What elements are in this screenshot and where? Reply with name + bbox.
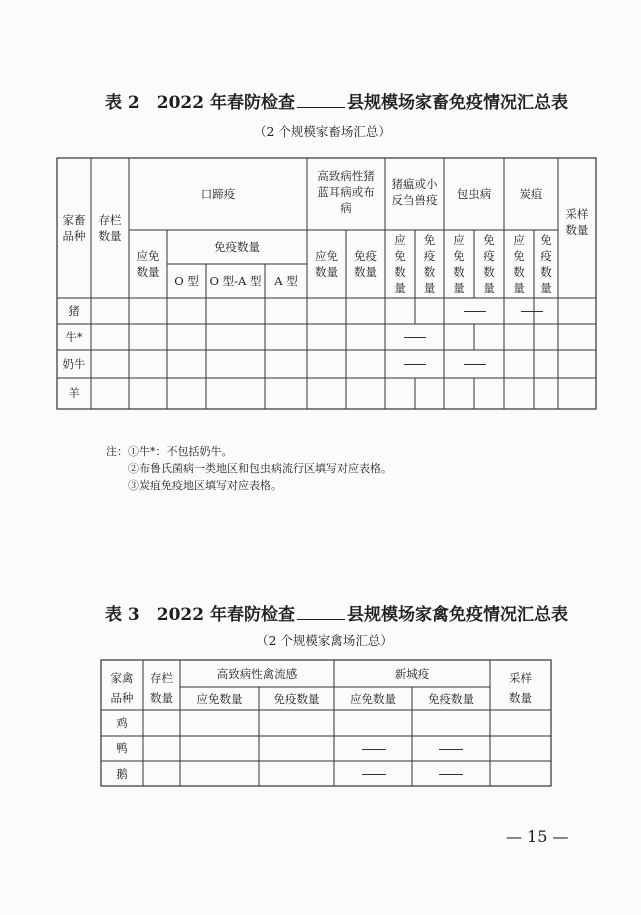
t3-row-goose: 鹅 — [116, 767, 128, 781]
vert-char: 免 — [394, 249, 406, 263]
t2-header-fmd-should-line2: 数量 — [136, 265, 160, 279]
t2-header-fmd: 口蹄疫 — [200, 187, 236, 201]
t3-header-nd-vacc: 免疫数量 — [428, 692, 474, 706]
t2-row-sheep: 羊 — [68, 386, 80, 400]
t2-header-prrs-vacc-line1: 免疫 — [354, 249, 377, 263]
note-3: ③炭疽免疫地区填写对应表格。 — [128, 479, 282, 492]
t3-header-hpai-should: 应免数量 — [196, 692, 243, 706]
vert-char: 量 — [483, 281, 495, 295]
vert-char: 应 — [513, 233, 525, 247]
t2-header-prrs-line1: 高致病性猪 — [317, 169, 375, 183]
t2-header-stock-line1: 存栏 — [98, 213, 122, 227]
vert-char: 数 — [513, 265, 525, 279]
t2-header-prrs-line3: 病 — [340, 201, 352, 215]
t2-header-csf-line1: 猪瘟或小 — [391, 177, 438, 191]
t2-header-echino: 包虫病 — [456, 187, 492, 201]
vert-char: 数 — [540, 265, 552, 279]
t2-header-stock-line2: 数量 — [98, 229, 122, 243]
t3-header-stock — [143, 668, 180, 708]
table3-subtitle: （2 个规模家禽场汇总） — [256, 633, 393, 648]
vert-char: 量 — [513, 281, 525, 295]
page-number: — 15 — — [506, 827, 569, 846]
vert-char: 数 — [423, 265, 436, 279]
t2-header-type-oa: O 型-A 型 — [209, 274, 262, 288]
t3-dash-goose-nd-vacc — [439, 774, 463, 775]
vert-char: 疫 — [423, 249, 436, 263]
vert-char: 免 — [540, 233, 552, 247]
note-1: ①牛*：不包括奶牛。 — [128, 445, 233, 458]
vert-char: 免 — [483, 233, 495, 247]
t3-header-species-line2: 品种 — [110, 691, 134, 705]
t3-dash-duck-nd-should — [362, 749, 386, 750]
notes-prefix: 注： — [106, 445, 128, 458]
t3-header-species-line1: 家禽 — [110, 671, 134, 685]
vert-char: 应 — [453, 233, 465, 247]
vert-char: 数 — [394, 265, 406, 279]
table2-subtitle: （2 个规模家畜场汇总） — [254, 124, 391, 139]
table3-title-suffix: 县规模场家禽免疫情况汇总表 — [346, 605, 568, 625]
t2-row-cattle: 牛* — [65, 330, 83, 344]
t2-header-prrs-should-line1: 应免 — [315, 249, 338, 263]
t2-header-vaccinated: 免疫数量 — [214, 240, 260, 254]
t2-header-prrs-should-line2: 数量 — [315, 265, 338, 279]
vert-char: 应 — [394, 233, 406, 247]
note-2: ②布鲁氏菌病一类地区和包虫病流行区填写对应表格。 — [128, 462, 392, 475]
t2-header-type-o: O 型 — [174, 274, 199, 288]
vert-char: 数 — [483, 265, 495, 279]
t2-row-pig: 猪 — [68, 304, 80, 318]
t3-header-sampling-line2: 数量 — [509, 691, 532, 705]
t3-header-species — [101, 668, 143, 708]
t2-row-dairy: 奶牛 — [62, 357, 86, 371]
t3-dash-goose-nd-should — [362, 774, 386, 775]
table2-title-prefix: 表 2 2022 年春防检查 — [105, 93, 295, 113]
vert-char: 量 — [394, 281, 406, 295]
t2-header-fmd-should-line1: 应免 — [136, 249, 160, 263]
vert-char: 疫 — [540, 249, 552, 263]
t2-header-csf-line2: 反刍兽疫 — [391, 193, 438, 207]
t3-header-stock-line2: 数量 — [150, 691, 173, 705]
vert-char: 量 — [453, 281, 465, 295]
vert-char: 疫 — [483, 249, 495, 263]
t3-header-stock-line1: 存栏 — [150, 671, 173, 685]
t2-header-prrs-vacc-line2: 数量 — [354, 265, 377, 279]
table2-title-suffix: 县规模场家畜免疫情况汇总表 — [346, 93, 568, 113]
vert-char: 量 — [540, 281, 552, 295]
vert-char: 免 — [453, 249, 465, 263]
t3-header-hpai-vacc: 免疫数量 — [273, 692, 320, 706]
vert-char: 免 — [513, 249, 525, 263]
t3-row-duck: 鸭 — [116, 741, 128, 755]
t3-header-nd-should: 应免数量 — [350, 692, 396, 706]
t2-header-anthrax: 炭疽 — [519, 187, 543, 201]
t3-row-chicken: 鸡 — [116, 716, 128, 730]
vert-char: 数 — [453, 265, 465, 279]
t2-header-type-a: A 型 — [274, 274, 298, 288]
t2-header-species-line1: 家畜 — [62, 213, 86, 227]
t3-header-sampling-line1: 采样 — [509, 671, 532, 685]
t3-header-sampling — [490, 668, 551, 708]
t3-header-hpai: 高致病性禽流感 — [216, 667, 298, 681]
vert-char: 量 — [423, 281, 436, 295]
table3-title-prefix: 表 3 2022 年春防检查 — [105, 605, 295, 625]
t3-dash-duck-nd-vacc — [439, 749, 463, 750]
vert-char: 免 — [423, 233, 436, 247]
t2-header-prrs-line2: 蓝耳病或布 — [317, 185, 375, 199]
t3-header-nd: 新城疫 — [394, 667, 430, 681]
t2-header-sampling-line1: 采样 — [565, 207, 589, 221]
t2-header-sampling-line2: 数量 — [565, 223, 589, 237]
t2-header-species-line2: 品种 — [62, 229, 86, 243]
